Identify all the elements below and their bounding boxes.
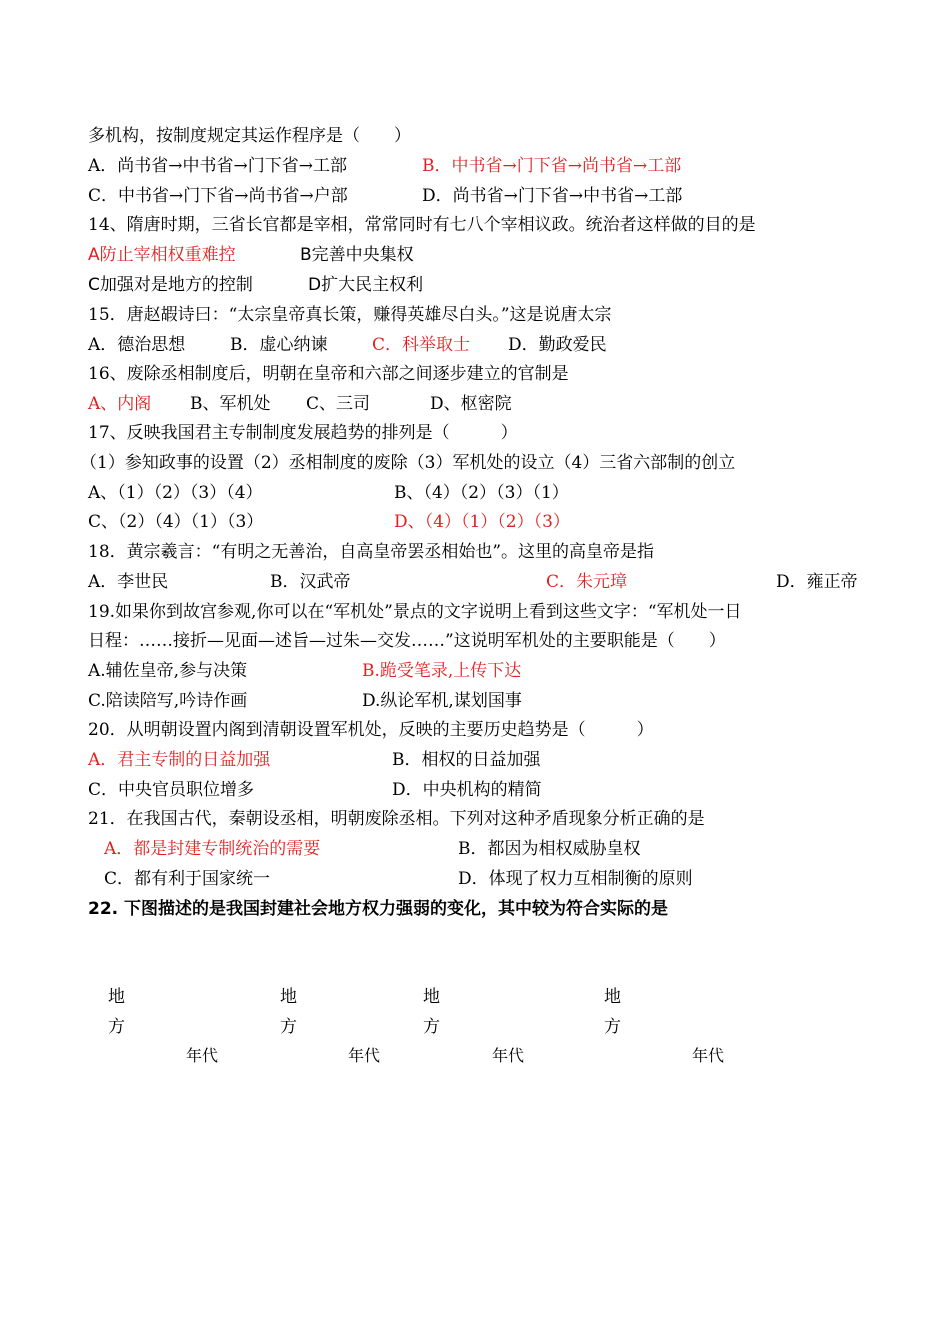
q20-option-a-answer: A．君主专制的日益加强 [88, 750, 271, 770]
q15-option-d: D．勤政爱民 [508, 335, 607, 355]
graph-2-y-label-1: 地 [280, 987, 297, 1007]
q19-option-b-answer: B.跪受笔录,上传下达 [362, 661, 522, 681]
q17-option-a: A、（1）（2）（3）（4） [88, 483, 263, 503]
q13-stem-text: 多机构，按制度规定其运作程序是（ ） [88, 126, 411, 146]
q22-stem-text: 22. 下图描述的是我国封建社会地方权力强弱的变化，其中较为符合实际的是 [88, 899, 669, 919]
graph-3-x-label: 年代 [492, 1046, 525, 1065]
graph-4-y-label-2: 方 [604, 1017, 621, 1037]
q14-option-b: B完善中央集权 [300, 245, 414, 265]
graph-2-x-label: 年代 [348, 1046, 381, 1065]
q14-option-d: D扩大民主权利 [308, 275, 424, 295]
q17-stem-text: 17、反映我国君主专制制度发展趋势的排列是（ ） [88, 423, 518, 443]
q13-option-a: A．尚书省→中书省→门下省→工部 [88, 156, 348, 176]
q16-option-b: B、军机处 [190, 394, 271, 414]
graph-2-y-label-2: 方 [280, 1017, 297, 1037]
q18-stem-text: 18．黄宗羲言：“有明之无善治，自高皇帝罢丞相始也”。这里的高皇帝是指 [88, 542, 655, 562]
q19-option-c: C.陪读陪写,吟诗作画 [88, 691, 248, 711]
q14-option-a-answer: A防止宰相权重难控 [88, 245, 236, 265]
q20-stem-text: 20．从明朝设置内阁到清朝设置军机处，反映的主要历史趋势是（ ） [88, 720, 654, 740]
q13-option-c: C．中书省→门下省→尚书省→户部 [88, 186, 348, 206]
graph-3-y-label-1: 地 [423, 987, 440, 1007]
q17-option-d-answer: D、（4）（1）（2）（3） [394, 512, 570, 532]
q13-option-b-answer: B．中书省→门下省→尚书省→工部 [422, 156, 682, 176]
q13-option-d: D．尚书省→门下省→中书省→工部 [422, 186, 683, 206]
graph-4-y-label-1: 地 [604, 987, 621, 1007]
q21-option-c: C．都有利于国家统一 [104, 869, 271, 889]
q19-option-a: A.辅佐皇帝,参与决策 [88, 661, 248, 681]
graph-4-x-label: 年代 [692, 1046, 725, 1065]
graph-3-y-label-2: 方 [423, 1017, 440, 1037]
q16-option-a-answer: A、内阁 [88, 394, 152, 414]
q15-option-a: A．德治思想 [88, 335, 186, 355]
q20-option-c: C．中央官员职位增多 [88, 780, 255, 800]
graph-1-y-label-1: 地 [108, 987, 125, 1007]
q21-option-b: B．都因为相权威胁皇权 [458, 839, 641, 859]
q21-option-a-answer: A．都是封建专制统治的需要 [104, 839, 321, 859]
q20-option-d: D．中央机构的精简 [392, 780, 542, 800]
q21-option-d: D．体现了权力互相制衡的原则 [458, 869, 693, 889]
q15-stem-text: 15．唐赵嘏诗曰：“太宗皇帝真长策，赚得英雄尽白头。”这是说唐太宗 [88, 305, 612, 325]
q14-stem-text: 14、隋唐时期，三省长官都是宰相，常常同时有七八个宰相议政。统治者这样做的目的是 [88, 215, 756, 235]
q14-option-c: C加强对是地方的控制 [88, 275, 253, 295]
q21-stem-text: 21．在我国古代，秦朝设丞相，明朝废除丞相。下列对这种矛盾现象分析正确的是 [88, 809, 705, 829]
q17-option-b: B、（4）（2）（3）（1） [394, 483, 569, 503]
q16-option-d: D、枢密院 [430, 394, 512, 414]
q15-option-b: B．虚心纳谏 [230, 335, 328, 355]
q17-items-text: （1）参知政事的设置（2）丞相制度的废除（3）军机处的设立（4）三省六部制的创立 [80, 453, 736, 473]
q19-option-d: D.纵论军机,谋划国事 [362, 691, 522, 711]
q16-stem-text: 16、废除丞相制度后，明朝在皇帝和六部之间逐步建立的官制是 [88, 364, 569, 384]
q18-option-c-answer: C．朱元璋 [546, 572, 628, 592]
q19-stem-text-2: 日程：……接折—见面—述旨—过朱—交发……”这说明军机处的主要职能是（ ） [88, 631, 726, 651]
q15-option-c-answer: C．科举取士 [372, 335, 471, 355]
q17-option-c: C、（2）（4）（1）（3） [88, 512, 264, 532]
graph-1-y-label-2: 方 [108, 1017, 125, 1037]
q18-option-b: B．汉武帝 [270, 572, 351, 592]
graph-1-x-label: 年代 [186, 1046, 219, 1065]
q18-option-a: A．李世民 [88, 572, 169, 592]
q16-option-c: C、三司 [306, 394, 371, 414]
q20-option-b: B．相权的日益加强 [392, 750, 541, 770]
q19-stem-text-1: 19.如果你到故宫参观,你可以在“军机处”景点的文字说明上看到这些文字：“军机处一日 [88, 602, 742, 622]
q18-option-d: D．雍正帝 [776, 572, 858, 592]
